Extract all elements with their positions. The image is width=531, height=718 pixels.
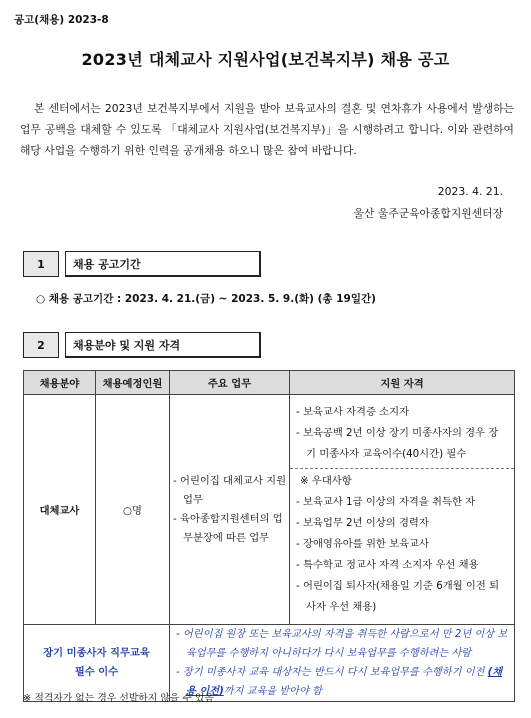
- requirement-item: - 보육공백 2년 이상 장기 미종사자의 경우 장기 미종사자 교육이수(40시간) 필수: [296, 423, 508, 465]
- duties-cell: [170, 395, 290, 625]
- section-2-title: 채용분야 및 지원 자격: [65, 332, 261, 358]
- training-detail-text: 까지 교육을 받아야 함: [223, 686, 323, 697]
- notice-date: 2023. 4. 21.: [437, 185, 503, 198]
- preference-item: - 보육교사 1급 이상의 자격을 취득한 자: [296, 492, 508, 513]
- training-detail-text: 장기 미종사자 교육 대상자는 반드시 다시 보육업무를 수행하기 이전: [182, 667, 485, 678]
- requirement-item: - 보육교사 자격증 소지자: [296, 402, 508, 423]
- count-cell: ○명: [96, 395, 170, 625]
- section-1-number: 1: [23, 251, 59, 277]
- footnote: ※ 적격자가 없는 경우 선발하지 않을 수 있음: [23, 693, 214, 704]
- header-qualifications: 지원 자격: [290, 371, 515, 395]
- preference-item: - 보육업무 2년 이상의 경력자: [296, 513, 508, 534]
- duty-item: - 육아종합지원센터의 업무분장에 따른 업무: [173, 510, 286, 548]
- issuer-name: 울산 울주군육아종합지원센터장: [353, 207, 503, 220]
- duty-item: - 어린이집 대체교사 지원업무: [173, 472, 286, 510]
- training-detail-cell: [170, 625, 515, 702]
- training-detail-item: [176, 663, 508, 701]
- recruitment-period: ○ 채용 공고기간 : 2023. 4. 21.(금) ~ 2023. 5. 9.(화) (총 19일간): [36, 293, 376, 305]
- section-1-title: 채용 공고기간: [65, 251, 261, 277]
- notice-number: 공고(채용) 2023-8: [14, 14, 109, 26]
- header-count: 채용예정인원: [96, 371, 170, 395]
- divider: [290, 468, 514, 469]
- preference-heading: ※ 우대사항: [300, 474, 352, 487]
- training-emphasis: (채용 이전): [186, 667, 503, 697]
- training-label-line: 필수 이수: [74, 666, 119, 678]
- table-row: [24, 395, 515, 625]
- qualifications-cell: [290, 395, 515, 625]
- page-title: 2023년 대체교사 지원사업(보건복지부) 채용 공고: [81, 50, 450, 69]
- preference-item: - 어린이집 퇴사자(채용일 기준 6개월 이전 퇴사자 우선 채용): [296, 576, 508, 618]
- section-1-header: [23, 251, 261, 277]
- field-cell: 대체교사: [24, 395, 96, 625]
- section-2-number: 2: [23, 332, 59, 358]
- header-field: 채용분야: [24, 371, 96, 395]
- section-2-header: [23, 332, 261, 358]
- table-header-row: [24, 371, 515, 395]
- header-duties: 주요 업무: [170, 371, 290, 395]
- training-label-line: 장기 미종사자 직무교육: [43, 647, 150, 659]
- preference-item: - 특수학교 정교사 자격 소지자 우선 채용: [296, 555, 508, 576]
- preference-item: - 장애영유아를 위한 보육교사: [296, 534, 508, 555]
- recruitment-table: [23, 370, 515, 702]
- training-detail-item: - 어린이집 원장 또는 보육교사의 자격을 취득한 사람으로서 만 2년 이상 보육업무를 수행하지 아니하다가 다시 보육업무를 수행하려는 사람: [176, 625, 508, 663]
- intro-paragraph: 본 센터에서는 2023년 보건복지부에서 지원을 받아 보육교사의 결혼 및 연차휴가 사용에서 발생하는 업무 공백을 대체할 수 있도록 「대체교사 지원사업(보건복지부)」을 시행하려고 합니다. 이와 관련하여 해당 사업을 수행하기 위한 인력을 공개채용 하오니 많은 참여 바랍니다.: [20, 102, 514, 157]
